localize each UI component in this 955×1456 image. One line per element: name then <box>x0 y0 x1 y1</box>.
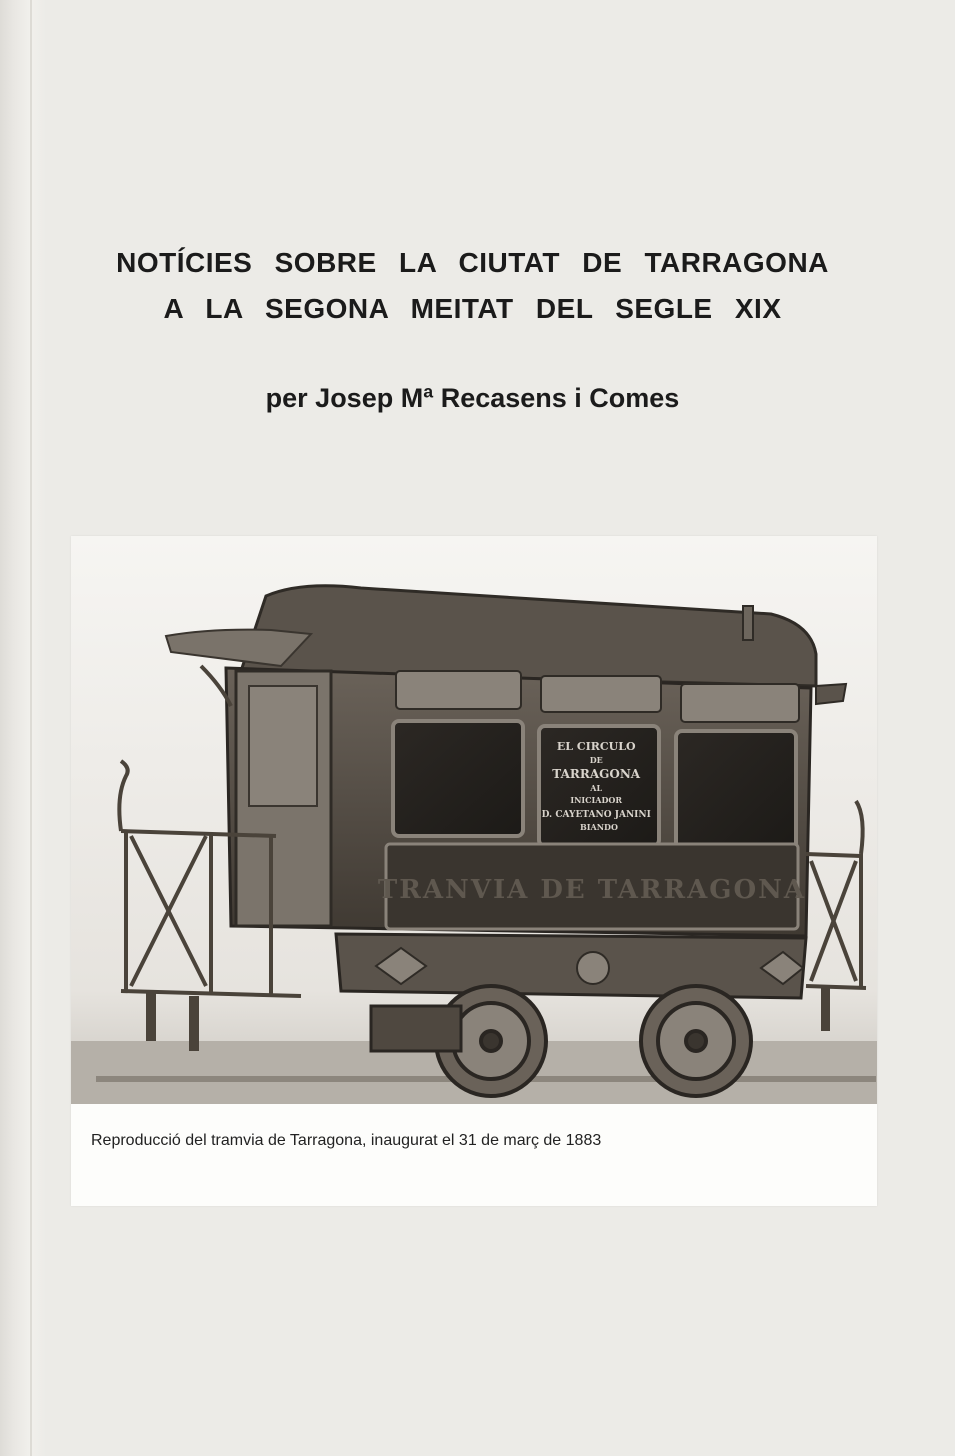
photo-caption: Reproducció del tramvia de Tarragona, inaugurat el 31 de març de 1883 <box>91 1132 602 1149</box>
plaque-line-1: EL CIRCULO <box>556 740 636 753</box>
plaque-line-7: BIANDO <box>580 822 618 832</box>
title-line-2: A LA SEGONA MEITAT DEL SEGLE XIX <box>163 293 782 324</box>
author-line: per Josep Mª Recasens i Comes <box>265 383 680 413</box>
ornament-panel-3 <box>681 684 799 722</box>
photo-card <box>71 536 877 1206</box>
plaque-line-6: D. CAYETANO JANINI <box>541 810 651 820</box>
plaque-line-4: AL <box>590 783 603 793</box>
side-board-text: TRANVIA DE TARRAGONA <box>377 875 807 905</box>
rear-canopy <box>816 684 846 704</box>
plaque-line-5: INICIADOR <box>570 795 623 805</box>
book-title <box>60 240 885 332</box>
window-right <box>676 731 796 849</box>
spine-fold-line <box>30 0 32 1456</box>
ornament-panel-1 <box>396 671 521 709</box>
wheel-rear <box>641 986 751 1096</box>
plaque-line-2: DE <box>589 755 603 765</box>
emblem <box>577 952 609 984</box>
spine-edge <box>0 0 46 1456</box>
plaque-line-3: TARRAGONA <box>552 767 641 781</box>
chimney <box>743 606 753 640</box>
title-line-1: NOTÍCIES SOBRE LA CIUTAT DE TARRAGONA <box>116 247 829 278</box>
axle-box <box>371 1006 461 1051</box>
tram-photo <box>71 536 877 1104</box>
window-left <box>393 721 523 836</box>
ornament-panel-2 <box>541 676 661 712</box>
